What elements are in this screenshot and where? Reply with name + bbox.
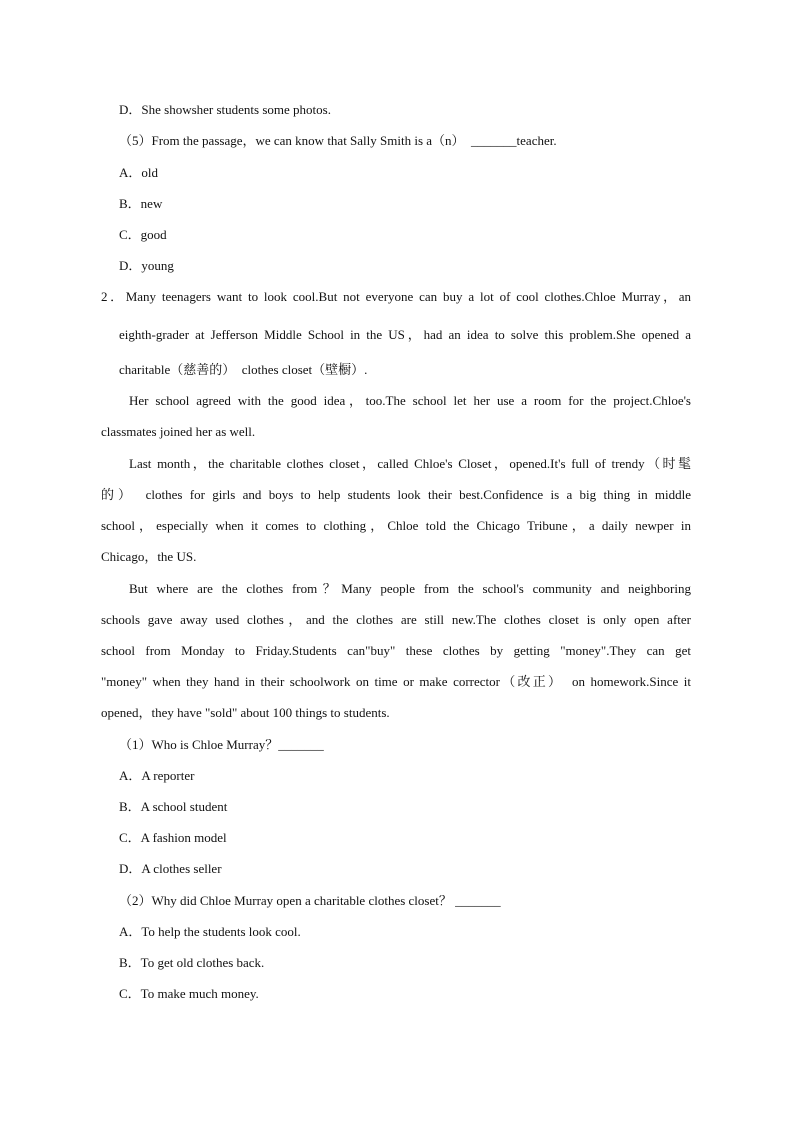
passage-p4-line4: "money" when they hand in their schoolwork on time or make corrector（改正） on homework.Since it [101, 674, 691, 689]
passage-p1-line2: eighth-grader at Jefferson Middle School in the US，had an idea to solve this problem.She opened a [119, 327, 691, 342]
passage-p4-line5: opened，they have "sold" about 100 things to students. [101, 705, 390, 720]
passage-p1-line1: 2．Many teenagers want to look cool.But not everyone can buy a lot of cool clothes.Chloe Murray，an [101, 289, 691, 304]
q2-1-option-c: C．A fashion model [119, 830, 227, 845]
passage-p2-line1: Her school agreed with the good idea，too.The school let her use a room for the project.Chloe's [129, 393, 691, 408]
q5-stem: （5）From the passage，we can know that Sally Smith is a（n） _______teacher. [119, 133, 557, 148]
q5-option-c: C．good [119, 227, 167, 242]
q2-1-option-a: A．A reporter [119, 768, 195, 783]
passage-p2-line2: classmates joined her as well. [101, 424, 256, 439]
q2-2-option-a: A．To help the students look cool. [119, 924, 301, 939]
passage-p1-line3: charitable（慈善的） clothes closet（壁橱）. [119, 362, 368, 377]
q5-option-a: A．old [119, 165, 159, 180]
q2-2-stem: （2）Why did Chloe Murray open a charitable clothes closet？ _______ [119, 893, 501, 908]
q2-1-option-d: D．A clothes seller [119, 861, 222, 876]
q2-1-stem: （1）Who is Chloe Murray？_______ [119, 737, 324, 752]
passage-p3-line3: school，especially when it comes to clothing，Chloe told the Chicago Tribune，a daily newper in [101, 518, 691, 533]
passage-p4-line3: school from Monday to Friday.Students can"buy" these clothes by getting "money".They can get [101, 643, 691, 658]
q2-2-option-b: B．To get old clothes back. [119, 955, 265, 970]
q5-option-b: B．new [119, 196, 163, 211]
passage-p3-line2: 的） clothes for girls and boys to help students look their best.Confidence is a big thing in middle [101, 487, 691, 502]
q2-2-option-c: C．To make much money. [119, 986, 259, 1001]
q5-option-d: D．young [119, 258, 174, 273]
passage-p3-line4: Chicago，the US. [101, 549, 197, 564]
passage-p3-line1: Last month，the charitable clothes closet，called Chloe's Closet，opened.It's full of trendy（时髦 [129, 456, 691, 471]
q4-option-d: D．She showsher students some photos. [119, 102, 331, 117]
q2-1-option-b: B．A school student [119, 799, 228, 814]
passage-p4-line2: schools gave away used clothes，and the clothes are still new.The clothes closet is only open after [101, 612, 691, 627]
passage-p4-line1: But where are the clothes from？Many people from the school's community and neighboring [129, 581, 691, 596]
